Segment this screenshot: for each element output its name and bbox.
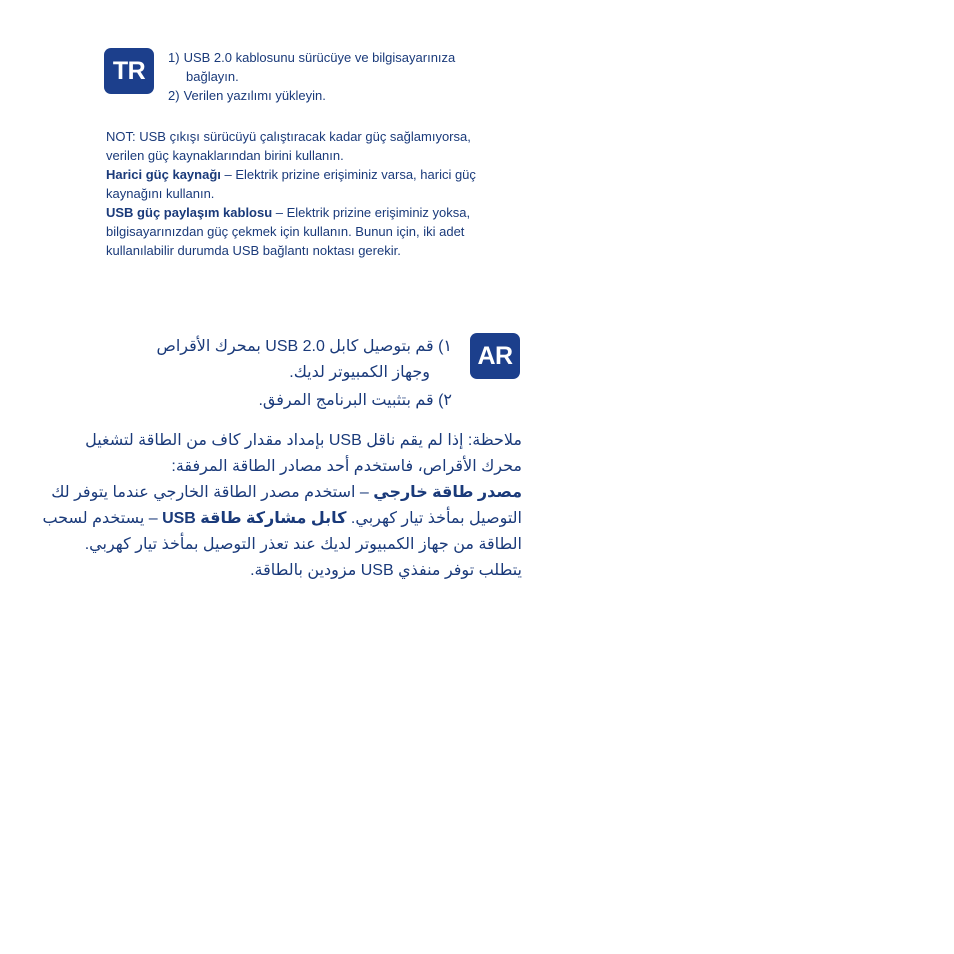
ar-step-1: ١) قم بتوصيل كابل USB 2.0 بمحرك الأقراص xyxy=(156,338,452,355)
ar-external-power-text: – استخدم مصدر الطاقة الخارجي عندما يتوفر لك التوصيل بمأخذ تيار كهربي. xyxy=(51,484,522,527)
ar-power-options xyxy=(40,480,522,584)
ar-language-badge: AR xyxy=(470,333,520,379)
tr-language-badge: TR xyxy=(104,48,154,94)
ar-steps xyxy=(100,334,452,414)
tr-external-power xyxy=(106,165,526,203)
tr-step-2 xyxy=(168,86,528,105)
tr-step-1-number: 1) xyxy=(168,50,180,65)
tr-step-2-text: Verilen yazılımı yükleyin. xyxy=(183,88,326,103)
tr-note xyxy=(106,127,526,260)
ar-step-2: ٢) قم بتثبيت البرنامج المرفق. xyxy=(258,392,452,409)
tr-step-1-continuation: bağlayın. xyxy=(186,69,239,84)
tr-usb-power-cable-label: USB güç paylaşım kablosu xyxy=(106,205,273,220)
tr-note-line-2: verilen güç kaynaklarından birini kullanın. xyxy=(106,148,344,163)
tr-note-line-1: NOT: USB çıkışı sürücüyü çalıştıracak kadar güç sağlamıyorsa, xyxy=(106,129,471,144)
ar-note xyxy=(40,428,522,584)
tr-usb-power-cable xyxy=(106,203,526,260)
ar-external-power-label: مصدر طاقة خارجي xyxy=(373,484,522,501)
tr-steps xyxy=(168,48,528,105)
tr-step-1-text: USB 2.0 kablosunu sürücüye ve bilgisayarınıza xyxy=(183,50,456,65)
ar-usb-power-cable-text: – يستخدم لسحب الطاقة من جهاز الكمبيوتر لديك عند تعذر التوصيل بمأخذ تيار كهربي. يتطلب توفر منفذي USB مزودين بالطاقة. xyxy=(42,510,522,579)
ar-note-intro: ملاحظة: إذا لم يقم ناقل USB بإمداد مقدار كاف من الطاقة لتشغيل محرك الأقراص، فاستخدم أحد مصادر الطاقة المرفقة: xyxy=(85,432,522,475)
tr-usb-power-cable-text: – Elektrik prizine erişiminiz yoksa, bilgisayarınızdan güç çekmek için kullanın. Bunun için, iki adet kullanılabilir durumda USB bağlantı noktası gerekir. xyxy=(106,205,471,258)
ar-step-1-continuation: وجهاز الكمبيوتر لديك. xyxy=(289,364,430,381)
ar-usb-power-cable-label: كابل مشاركة طاقة USB xyxy=(162,510,347,527)
tr-external-power-text: – Elektrik prizine erişiminiz varsa, harici güç kaynağını kullanın. xyxy=(106,167,476,201)
tr-step-1 xyxy=(168,48,528,67)
tr-external-power-label: Harici güç kaynağı xyxy=(106,167,221,182)
tr-step-2-number: 2) xyxy=(168,88,180,103)
